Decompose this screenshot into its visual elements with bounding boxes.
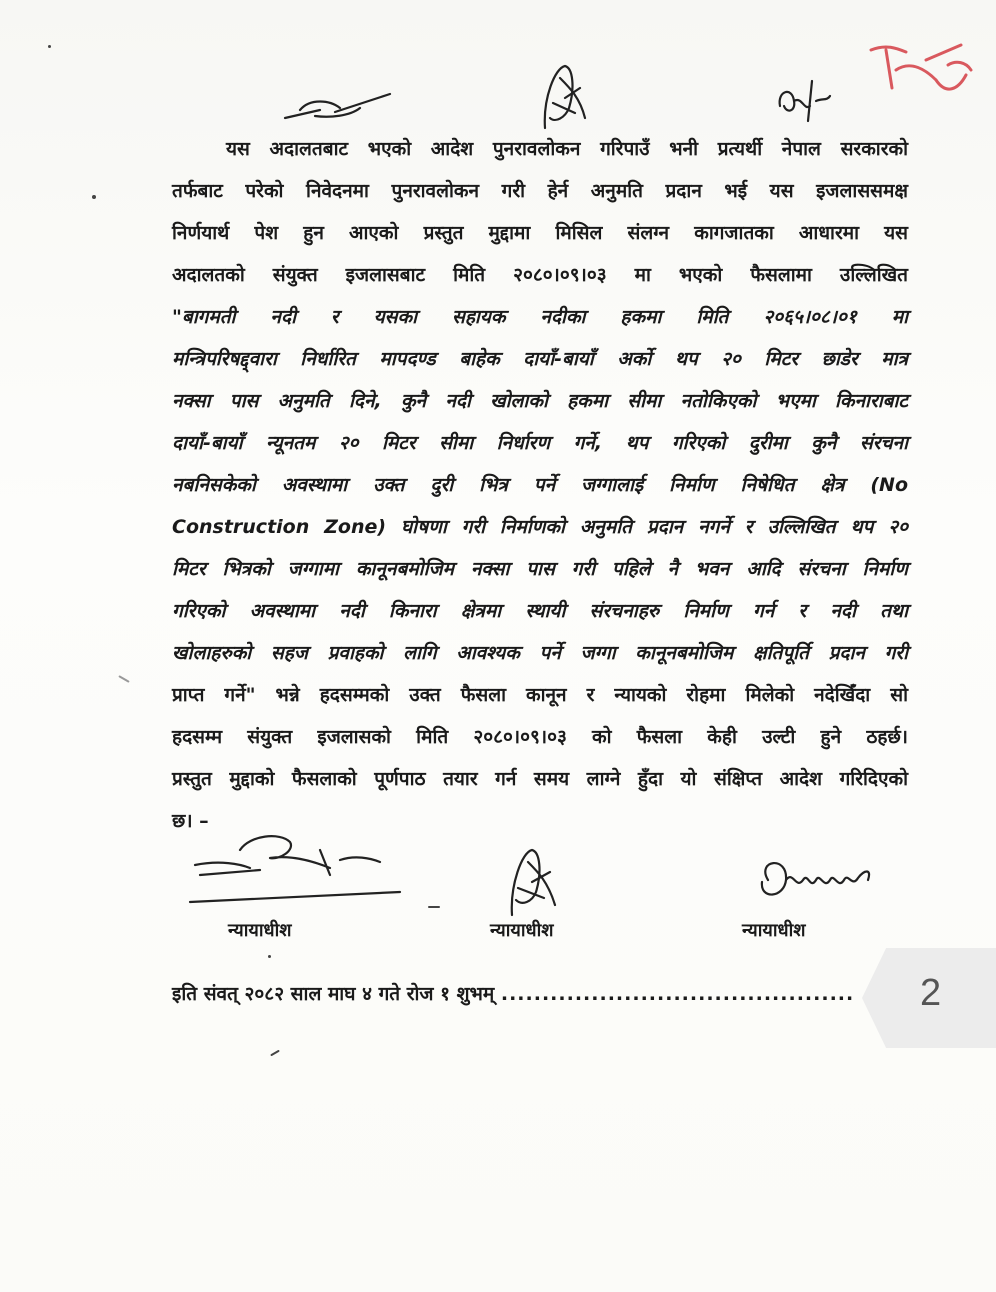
body-line-17: छ। – [172, 810, 209, 832]
body-line-12: गरिएको अवस्थामा नदी किनारा क्षेत्रमा स्थायी संरचनाहरु निर्माण गर्न र नदी तथा [172, 600, 908, 622]
judge-title-2: न्यायाधीश [490, 920, 554, 941]
body-line-2: तर्फबाट परेको निवेदनमा पुनरावलोकन गरी हेर्न अनुमति प्रदान भई यस इजलाससमक्ष [172, 180, 908, 202]
judge-signature-2 [500, 840, 570, 920]
date-dots: ........................................... [500, 983, 855, 1005]
body-line-8: दायाँ-बायाँ न्यूनतम २० मिटर सीमा निर्धारण गर्ने, थप गरिएको दुरीमा कुनै संरचना [172, 432, 908, 454]
speck [268, 955, 271, 958]
judge-title-1: न्यायाधीश [228, 920, 292, 941]
body-line-6: मन्त्रिपरिषद्द्वारा निर्धारित मापदण्ड बाहेक दायाँ-बायाँ अर्को थप २० मिटर छाडेर मात्र [172, 348, 908, 370]
judge-signature-3 [748, 850, 878, 910]
date-text: इति संवत् २०८२ साल माघ ४ गते रोज १ शुभम् [172, 983, 495, 1005]
body-line-1: यस अदालतबाट भएको आदेश पुनरावलोकन गरिपाउँ भनी प्रत्यर्थी नेपाल सरकारको [226, 138, 908, 160]
body-line-13: खोलाहरुको सहज प्रवाहको लागि आवश्यक पर्ने जग्गा कानूनबमोजिम क्षतिपूर्ति प्रदान गरी [172, 642, 908, 664]
top-signature-left [280, 88, 400, 128]
body-line-3: निर्णयार्थ पेश हुन आएको प्रस्तुत मुद्दामा मिसिल संलग्न कागजातका आधारमा यस [172, 222, 908, 244]
body-line-15: हदसम्म संयुक्त इजलासको मिति २०८०।०९।०३ को फैसला केही उल्टी हुने ठहर्छ। [172, 726, 908, 748]
date-line [172, 980, 854, 1006]
speck [48, 45, 51, 48]
body-line-14: प्राप्त गर्ने" भन्ने हदसम्मको उक्त फैसला कानून र न्यायको रोहमा मिलेको नदेखिँदा सो [172, 684, 908, 706]
body-line-7: नक्सा पास अनुमति दिने, कुनै नदी खोलाको हकमा सीमा नतोकिएको भएमा किनाराबाट [172, 390, 908, 412]
speck [270, 1050, 280, 1057]
body-line-11: मिटर भित्रको जग्गामा कानूनबमोजिम नक्सा पास गरी पहिले नै भवन आदि संरचना निर्माण [172, 558, 908, 580]
body-line-16: प्रस्तुत मुद्दाको फैसलाको पूर्णपाठ तयार गर्न समय लाग्ने हुँदा यो संक्षिप्त आदेश गरिदिएको [172, 768, 908, 790]
speck [428, 906, 440, 908]
speck [118, 675, 129, 683]
body-line-9: नबनिसकेको अवस्थामा उक्त दुरी भित्र पर्ने जग्गालाई निर्माण निषेधित क्षेत्र (No [172, 474, 908, 496]
body-line-10: Construction Zone) घोषणा गरी निर्माणको अनुमति प्रदान नगर्ने र उल्लिखित थप २० [172, 516, 908, 538]
judge-signature-1 [180, 830, 400, 910]
page-number: 2 [920, 972, 942, 1014]
body-line-4: अदालतको संयुक्त इजलासबाट मिति २०८०।०९।०३ मा भएको फैसलामा उल्लिखित [172, 264, 908, 286]
red-initials-mark [866, 40, 976, 110]
top-signature-right [772, 76, 832, 126]
judge-title-3: न्यायाधीश [742, 920, 806, 941]
body-line-5: "बागमती नदी र यसका सहायक नदीका हकमा मिति २०६५।०८।०१ मा [172, 306, 908, 328]
speck [92, 195, 96, 199]
top-signature-middle [535, 58, 595, 138]
